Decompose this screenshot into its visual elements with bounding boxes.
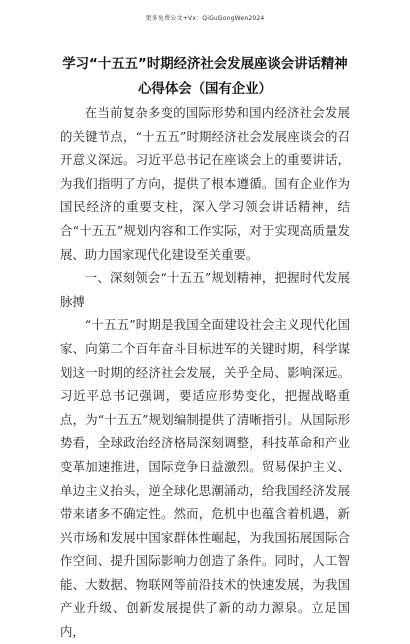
section-heading-1: 一、深刻领会“十五五”规划精神，把握时代发展脉搏 [60, 270, 350, 309]
header-note: 更多免费公文+Vx：QiGuGongWen2024 [145, 15, 265, 22]
document-body [60, 101, 350, 644]
paragraph-intro: 在当前复杂多变的国际形势和国内经济社会发展的关键节点，“十五五”时期经济社会发展座谈会的召开意义深远。习近平总书记在座谈会上的重要讲话，为我们指明了方向，提供了根本遵循。国有企业作为国民经济的重要支柱，深入学习领会讲话精神，结合“十五五”规划内容和工作实际，对于实现高质量发展、助力国家现代化建设至关重要。 [60, 105, 350, 262]
document-title: 学习“十五五”时期经济社会发展座谈会讲话精神心得体会（国有企业） [62, 57, 348, 97]
paragraph-section-1: “十五五”时期是我国全面建设社会主义现代化国家、向第二个百年奋斗目标进军的关键时期，科学谋划这一时期的经济社会发展，关乎全局、影响深远。习近平总书记强调，要适应形势变化，把握战略重点，为“十五五”规划编制提供了清晰指引。从国际形势看，全球政治经济格局深刻调整，科技革命和产业变革加速推进，国际竞争日益激烈。贸易保护主义、单边主义抬头，逆全球化思潮涌动，给我国经济发展带来诸多不确定性。然而，危机中也蕴含着机遇，新兴市场和发展中国家群体性崛起，为我国拓展国际合作空间、提升国际影响力创造了条件。同时，人工智能、大数据、物联网等前沿技术的快速发展，为我国产业升级、创新发展提供了新的动力源泉。立足国内， [60, 317, 350, 640]
